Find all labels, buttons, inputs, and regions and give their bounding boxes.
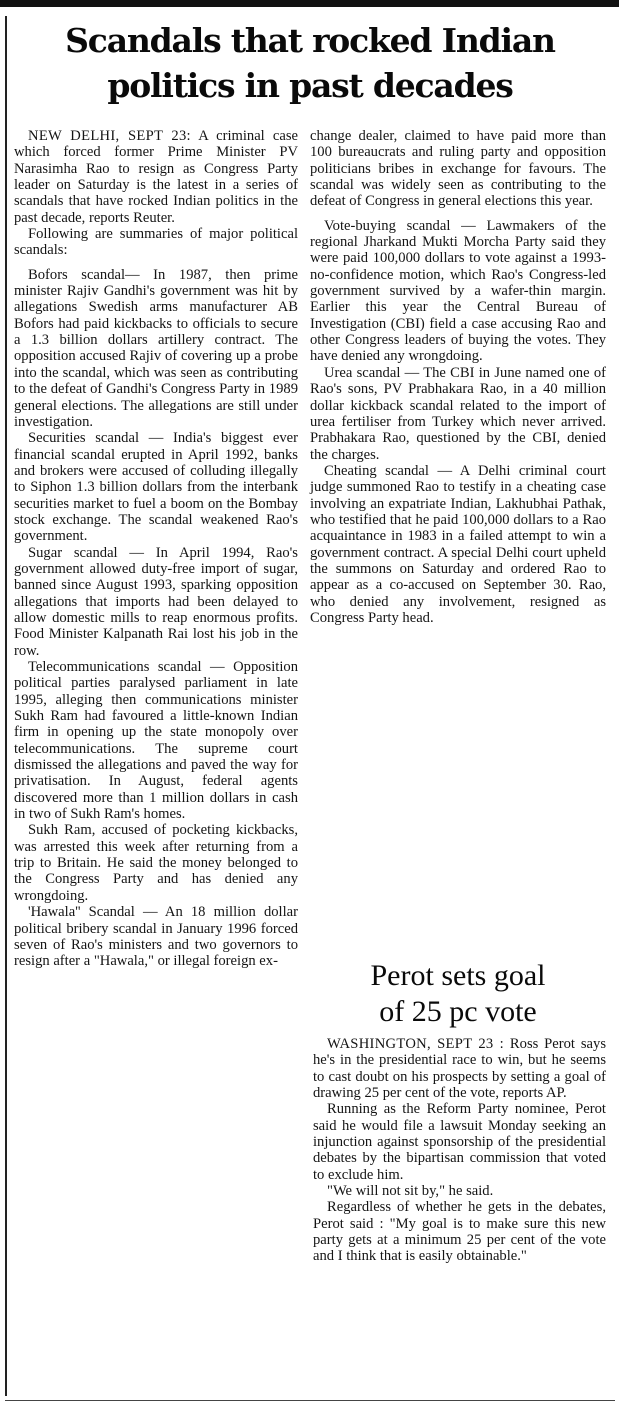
perot-paragraph-goal: Regardless of whether he gets in the debates, Perot said : "My goal is to make sure this new party gets at a minimum 25 per cent of the vote and I think that is easily obtainable." xyxy=(313,1199,606,1265)
paragraph-securities: Securities scandal — India's biggest ever financial scandal erupted in April 1992, banks and brokers were accused of colluding illegally to Siphon 1.3 billion dollars from the interbank securities market to fuel a boom on the Bombay stock exchange. The scandal weakened Rao's government. xyxy=(14,430,298,545)
perot-headline-line-2: of 25 pc vote xyxy=(379,995,537,1028)
paragraph-telecom: Telecommunications scandal — Opposition political parties paralysed parliament in late 1995, alleging then communications minister Sukh Ram had favoured a little-known Indian firm in opening up the state monopoly over telecommunications. The supreme court dismissed the allegations and paved the way for privatisation. In August, federal agents discovered more than 1 million dollars in cash in two of Sukh Ram's homes. xyxy=(14,659,298,823)
perot-article-column xyxy=(313,1036,606,1265)
paragraph-hawala: 'Hawala'' Scandal — An 18 million dollar political bribery scandal in January 1996 forced seven of Rao's ministers and two governors to resign after a "Hawala," or illegal foreign ex- xyxy=(14,904,298,970)
article-headline xyxy=(14,18,606,108)
perot-paragraph-quote: "We will not sit by," he said. xyxy=(327,1183,494,1200)
article-column-left xyxy=(14,128,298,970)
paragraph-sugar: Sugar scandal — In April 1994, Rao's government allowed duty-free import of sugar, banned since August 1993, sparking opposition allegations that imports had been delayed to allow domestic mills to reap enormous profits. Food Minister Kalpanath Rai lost his job in the row. xyxy=(14,544,298,659)
article-dateline: NEW DELHI, SEPT 23: xyxy=(28,128,191,144)
perot-paragraph-lawsuit: Running as the Reform Party nominee, Perot said he would file a lawsuit Monday seeking an injunction against sponsorship of the presidential debates by the bipartisan commission that voted to exclude him. xyxy=(313,1101,606,1183)
perot-dateline: WASHINGTON, SEPT 23 : xyxy=(327,1036,505,1052)
bottom-rule xyxy=(5,1400,615,1401)
paragraph-urea: Urea scandal — The CBI in June named one of Rao's sons, PV Prabhakara Rao, in a 40 million dollar kickback scandal related to the import of urea fertiliser from Turkey which never arrived. Prabhakara Rao, questioned by the CBI, denied the charges. xyxy=(310,364,606,463)
article-lead xyxy=(14,128,298,226)
headline-line-2: politics in past decades xyxy=(107,66,513,105)
perot-lead-text: Ross Perot says he's in the presidential race to win, but he seems to cast doubt on his prospects by setting a goal of drawing 25 per cent of the vote, reports AP. xyxy=(313,1036,606,1102)
headline-line-1: Scandals that rocked Indian xyxy=(65,21,555,60)
article-intro: Following are summaries of major political scandals: xyxy=(14,226,298,259)
perot-headline xyxy=(310,958,606,1030)
paragraph-cheating: Cheating scandal — A Delhi criminal court judge summoned Rao to testify in a cheating case involving an expatriate Indian, Lakhubhai Pathak, who testified that he paid 100,000 dollars to a Rao acquaintance in 1983 in a failed attempt to win a government contract. A special Delhi court upheld the summons on Saturday and ordered Rao to appear as a co-accused on September 30. Rao, who denied any involvement, resigned as Congress Party head. xyxy=(310,462,606,626)
paragraph-vote-buying: Vote-buying scandal — Lawmakers of the regional Jharkand Mukti Morcha Party said they were paid 100,000 dollars to vote against a 1993-no-confidence motion, which Rao's Congress-led government survived by a wafer-thin margin. Earlier this year the Central Bureau of Investigation (CBI) field a case accusing Rao and other Congress leaders of buying the votes. They have denied any wrongdoing. xyxy=(310,217,606,365)
article-lead-text: A criminal case which forced former Prime Minister PV Narasimha Rao to resign as Congress Party leader on Saturday is the latest in a series of scandals that have rocked Indian politics in the past decade, reports Reuter. xyxy=(14,128,298,226)
perot-headline-line-1: Perot sets goal xyxy=(370,959,546,992)
top-rule xyxy=(0,0,619,7)
paragraph-sukh-ram: Sukh Ram, accused of pocketing kickbacks, was arrested this week after returning from a trip to Britain. He said the money belonged to the Congress Party and has denied any wrongdoing. xyxy=(14,822,298,904)
article-column-right xyxy=(310,128,606,626)
paragraph-hawala-continued: change dealer, claimed to have paid more than 100 bureaucrats and ruling party and opposition politicians bribes in exchange for favours. The scandal was widely seen as contributing to the defeat of Congress in general elections this year. xyxy=(310,128,606,210)
paragraph-bofors: Bofors scandal— In 1987, then prime minister Rajiv Gandhi's government was hit by allegations Swedish arms manufacturer AB Bofors had paid kickbacks to officials to secure a 1.3 billion dollars artillery contract. The opposition accused Rajiv of covering up a probe into the scandal, which was seen as contributing to the defeat of Gandhi's Congress Party in 1989 general elections. The allegations are still under investigation. xyxy=(14,266,298,430)
perot-lead xyxy=(313,1036,606,1101)
column-rule-left xyxy=(5,16,7,1396)
